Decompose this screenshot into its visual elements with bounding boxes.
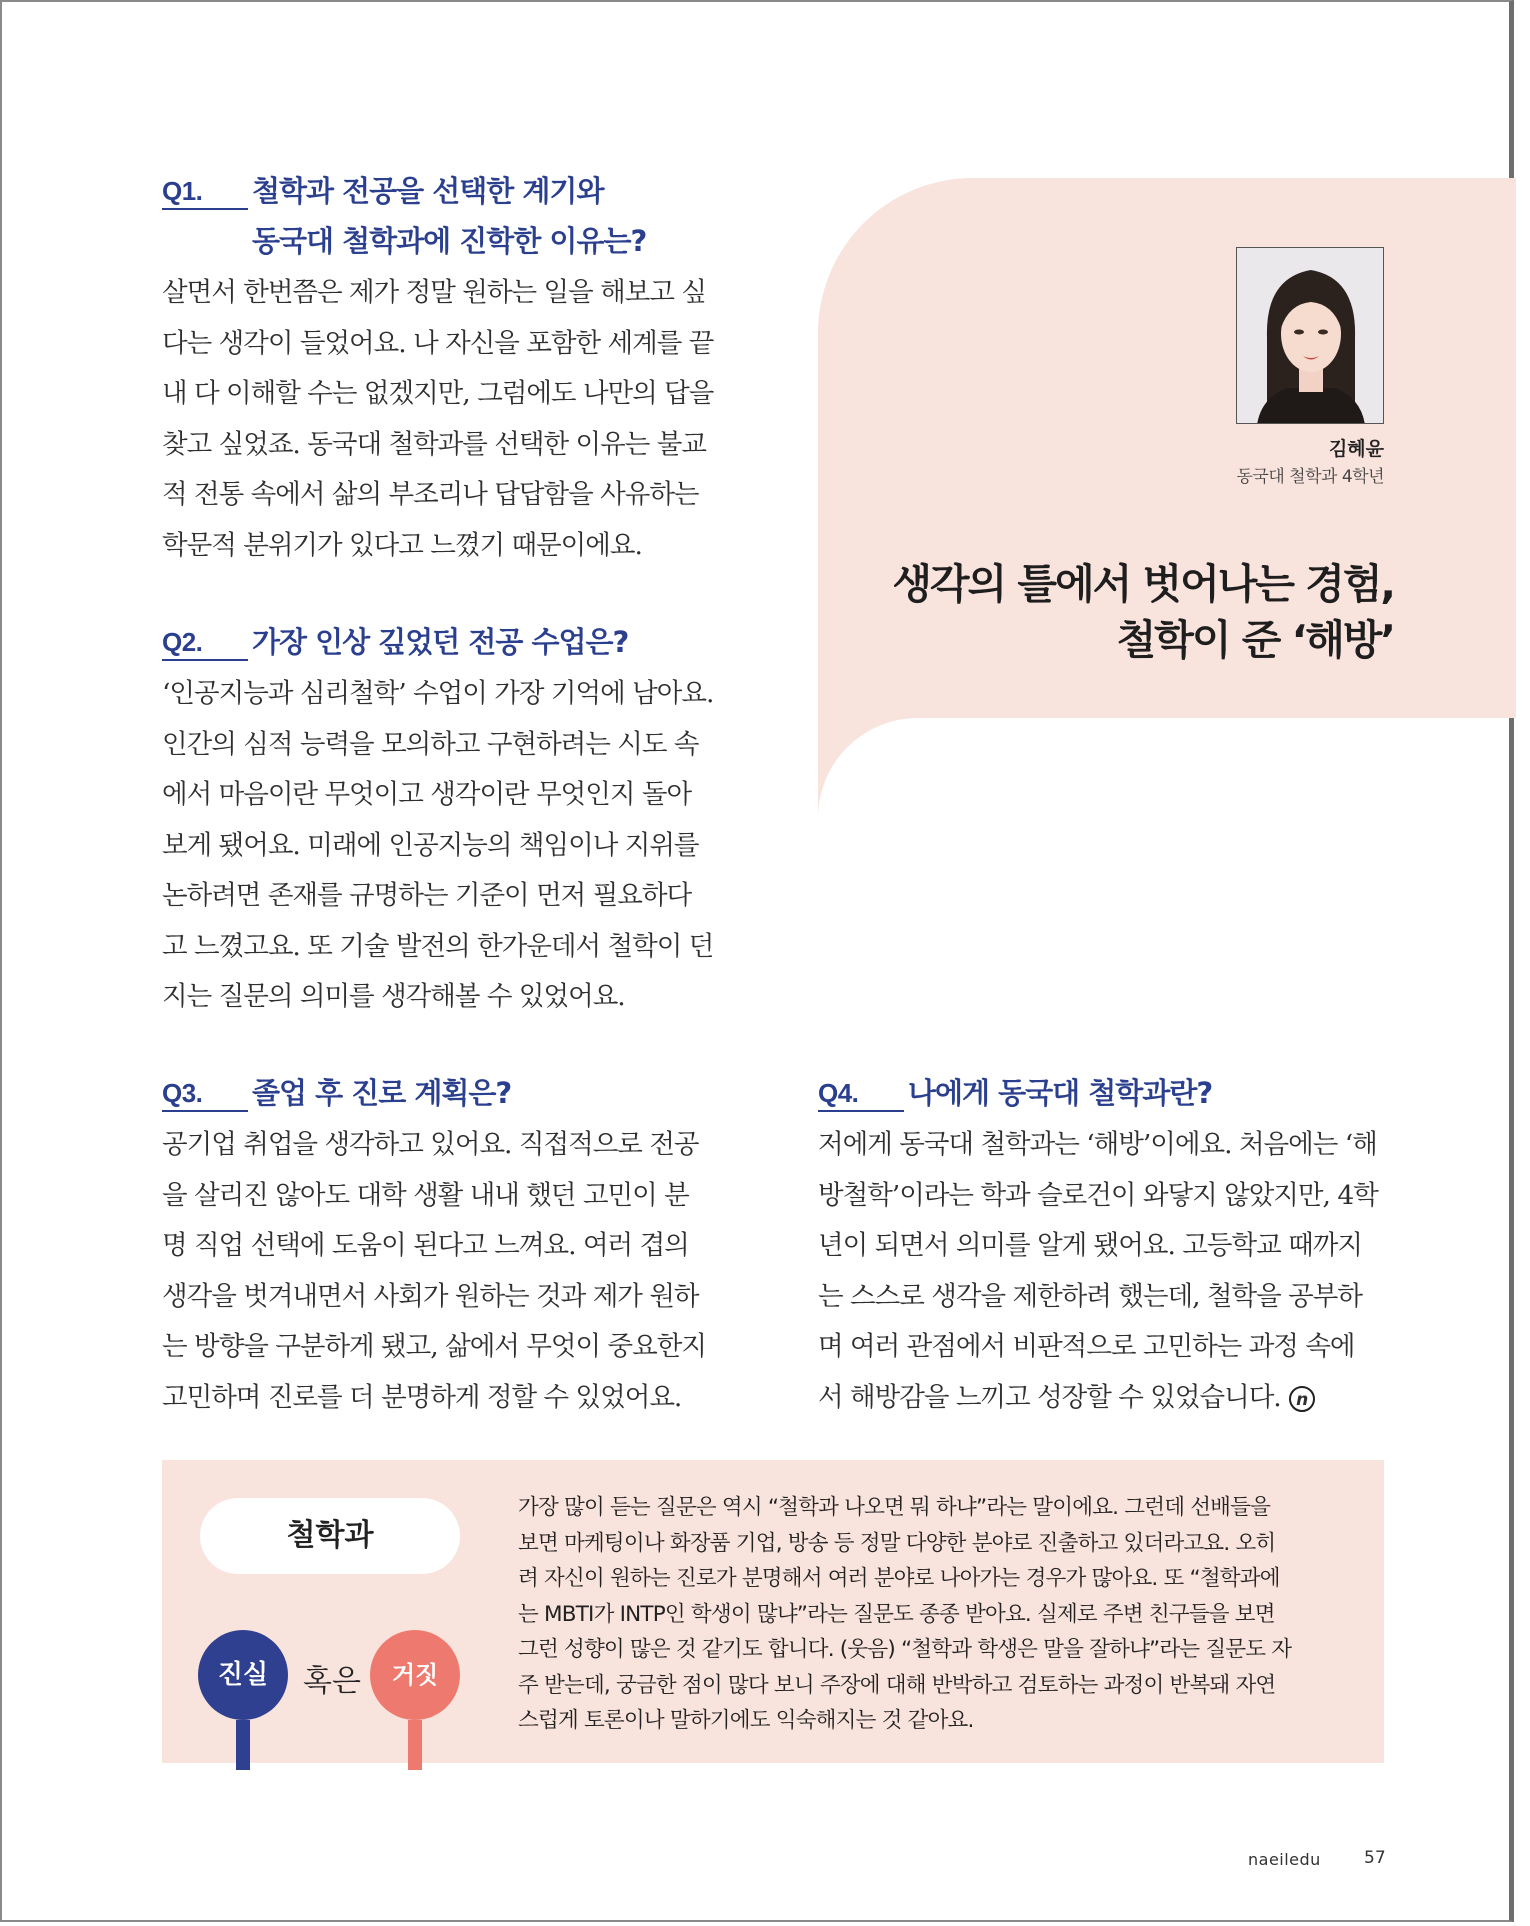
- answer-line: 공기업 취업을 생각하고 있어요. 직접적으로 전공: [162, 1129, 699, 1160]
- answer-line: 저에게 동국대 철학과는 ‘해방’이에요. 처음에는 ‘해: [818, 1129, 1377, 1160]
- qa-block-q3: [162, 1078, 742, 1423]
- answer-line: 찾고 싶었죠. 동국대 철학과를 선택한 이유는 불교: [162, 428, 706, 460]
- question-title: [248, 1068, 511, 1118]
- sidebar-text-line: 주 받는데, 궁금한 점이 많다 보니 주장에 대해 반박하고 검토하는 과정이 반복돼 자연: [518, 1672, 1276, 1698]
- profile-photo: [1236, 247, 1384, 424]
- answer-line: 학문적 분위기가 있다고 느꼈기 때문이에요.: [162, 529, 642, 561]
- pin-stem: [236, 1720, 250, 1770]
- qa-block-q1: [162, 176, 742, 571]
- question-title: [248, 166, 646, 266]
- portrait-image: [1237, 248, 1384, 424]
- sidebar-text-line: 보면 마케팅이나 화장품 기업, 방송 등 정말 다양한 분야로 진출하고 있더라고요. 오히: [518, 1530, 1276, 1556]
- question-number: Q2.: [162, 627, 248, 661]
- sidebar-text-line: 스럽게 토론이나 말하기에도 익숙해지는 것 같아요.: [518, 1708, 974, 1733]
- question-title: [904, 1068, 1212, 1118]
- answer-line: 고 느꼈고요. 또 기술 발전의 한가운데서 철학이 던: [162, 930, 714, 962]
- end-mark-icon: n: [1289, 1386, 1315, 1412]
- profile-affiliation: 동국대 철학과 4학년: [1236, 467, 1384, 487]
- question-title-line: 졸업 후 진로 계획은?: [252, 1076, 512, 1110]
- or-label: 혹은: [303, 1664, 361, 1699]
- panel-notch-decoration: [818, 718, 918, 820]
- answer-line: 을 살리진 않아도 대학 생활 내내 했던 고민이 분: [162, 1179, 689, 1211]
- article-headline: [892, 556, 1394, 668]
- question-title-line: 철학과 전공을 선택한 계기와: [252, 174, 604, 208]
- true-pin: [198, 1630, 288, 1770]
- sidebar-text: [518, 1490, 1348, 1739]
- pin-stem: [408, 1720, 422, 1770]
- headline-line: 철학이 준 ‘해방’: [1116, 616, 1394, 664]
- answer-line: 에서 마음이란 무엇이고 생각이란 무엇인지 돌아: [162, 779, 692, 810]
- answer-text: [162, 1120, 742, 1423]
- sidebar-label: 철학과: [200, 1498, 460, 1574]
- question-title-line: 동국대 철학과에 진학한 이유는?: [252, 224, 647, 258]
- answer-line: 다는 생각이 들었어요. 나 자신을 포함한 세계를 끝: [162, 327, 714, 359]
- answer-line: 며 여러 관점에서 비판적으로 고민하는 과정 속에: [818, 1331, 1355, 1362]
- sidebar-text-line: 려 자신이 원하는 진로가 분명해서 여러 분야로 나아가는 경우가 많아요. 또 “철학과에: [518, 1566, 1280, 1591]
- footer-brand: naeiledu: [1248, 1850, 1321, 1869]
- sidebar-text-line: 는 MBTI가 INTP인 학생이 많냐”라는 질문도 종종 받아요. 실제로 주변 친구들을 보면: [518, 1601, 1275, 1627]
- answer-line: 논하려면 존재를 규명하는 기준이 먼저 필요하다: [162, 880, 692, 911]
- answer-line: 보게 됐어요. 미래에 인공지능의 책임이나 지위를: [162, 829, 699, 861]
- answer-line: [818, 1373, 1398, 1424]
- question-title-line: 나에게 동국대 철학과란?: [908, 1076, 1213, 1110]
- false-pin: [370, 1630, 460, 1770]
- answer-line: 생각을 벗겨내면서 사회가 원하는 것과 제가 원하: [162, 1280, 699, 1312]
- qa-block-q4: [818, 1078, 1398, 1423]
- question-number: Q4.: [818, 1078, 904, 1112]
- headline-line: 생각의 틀에서 벗어나는 경험,: [892, 560, 1394, 608]
- page-number: 57: [1364, 1848, 1386, 1868]
- answer-line: 는 방향을 구분하게 됐고, 삶에서 무엇이 중요한지: [162, 1331, 706, 1362]
- question-number: Q1.: [162, 176, 248, 210]
- answer-line: 지는 질문의 의미를 생각해볼 수 있었어요.: [162, 981, 625, 1012]
- sidebar-text-line: 그런 성향이 많은 것 같기도 합니다. (웃음) “철학과 학생은 말을 잘하냐”라는 질문도 자: [518, 1637, 1292, 1662]
- answer-text: [162, 268, 742, 571]
- profile-name: 김혜윤: [1328, 438, 1384, 460]
- answer-text: [162, 669, 742, 1023]
- answer-line: 살면서 한번쯤은 제가 정말 원하는 일을 해보고 싶: [162, 277, 706, 308]
- answer-line: 는 스스로 생각을 제한하려 했는데, 철학을 공부하: [818, 1280, 1362, 1312]
- true-label: 진실: [198, 1630, 288, 1720]
- answer-line-text: 서 해방감을 느끼고 성장할 수 있었습니다.: [818, 1381, 1281, 1413]
- answer-line: ‘인공지능과 심리철학’ 수업이 가장 기억에 남아요.: [162, 678, 714, 709]
- false-label: 거짓: [370, 1630, 460, 1720]
- answer-line: 적 전통 속에서 삶의 부조리나 답답함을 사유하는: [162, 479, 699, 510]
- sidebar-text-line: 가장 많이 듣는 질문은 역시 “철학과 나오면 뭐 하냐”라는 말이에요. 그런데 선배들을: [518, 1495, 1271, 1520]
- answer-line: 년이 되면서 의미를 알게 됐어요. 고등학교 때까지: [818, 1230, 1362, 1261]
- question-number: Q3.: [162, 1078, 248, 1112]
- answer-line: 방철학’이라는 학과 슬로건이 와닿지 않았지만, 4학: [818, 1179, 1378, 1211]
- answer-line: 인간의 심적 능력을 모의하고 구현하려는 시도 속: [162, 728, 699, 760]
- answer-line: 내 다 이해할 수는 없겠지만, 그럼에도 나만의 답을: [162, 378, 714, 409]
- answer-line: 고민하며 진로를 더 분명하게 정할 수 있었어요.: [162, 1381, 682, 1413]
- answer-text: [818, 1120, 1398, 1423]
- qa-block-q2: [162, 627, 742, 1023]
- truth-or-false-box: [162, 1460, 1384, 1763]
- question-title: [248, 617, 628, 667]
- question-title-line: 가장 인상 깊었던 전공 수업은?: [252, 625, 629, 659]
- answer-line: 명 직업 선택에 도움이 된다고 느껴요. 여러 겹의: [162, 1230, 689, 1261]
